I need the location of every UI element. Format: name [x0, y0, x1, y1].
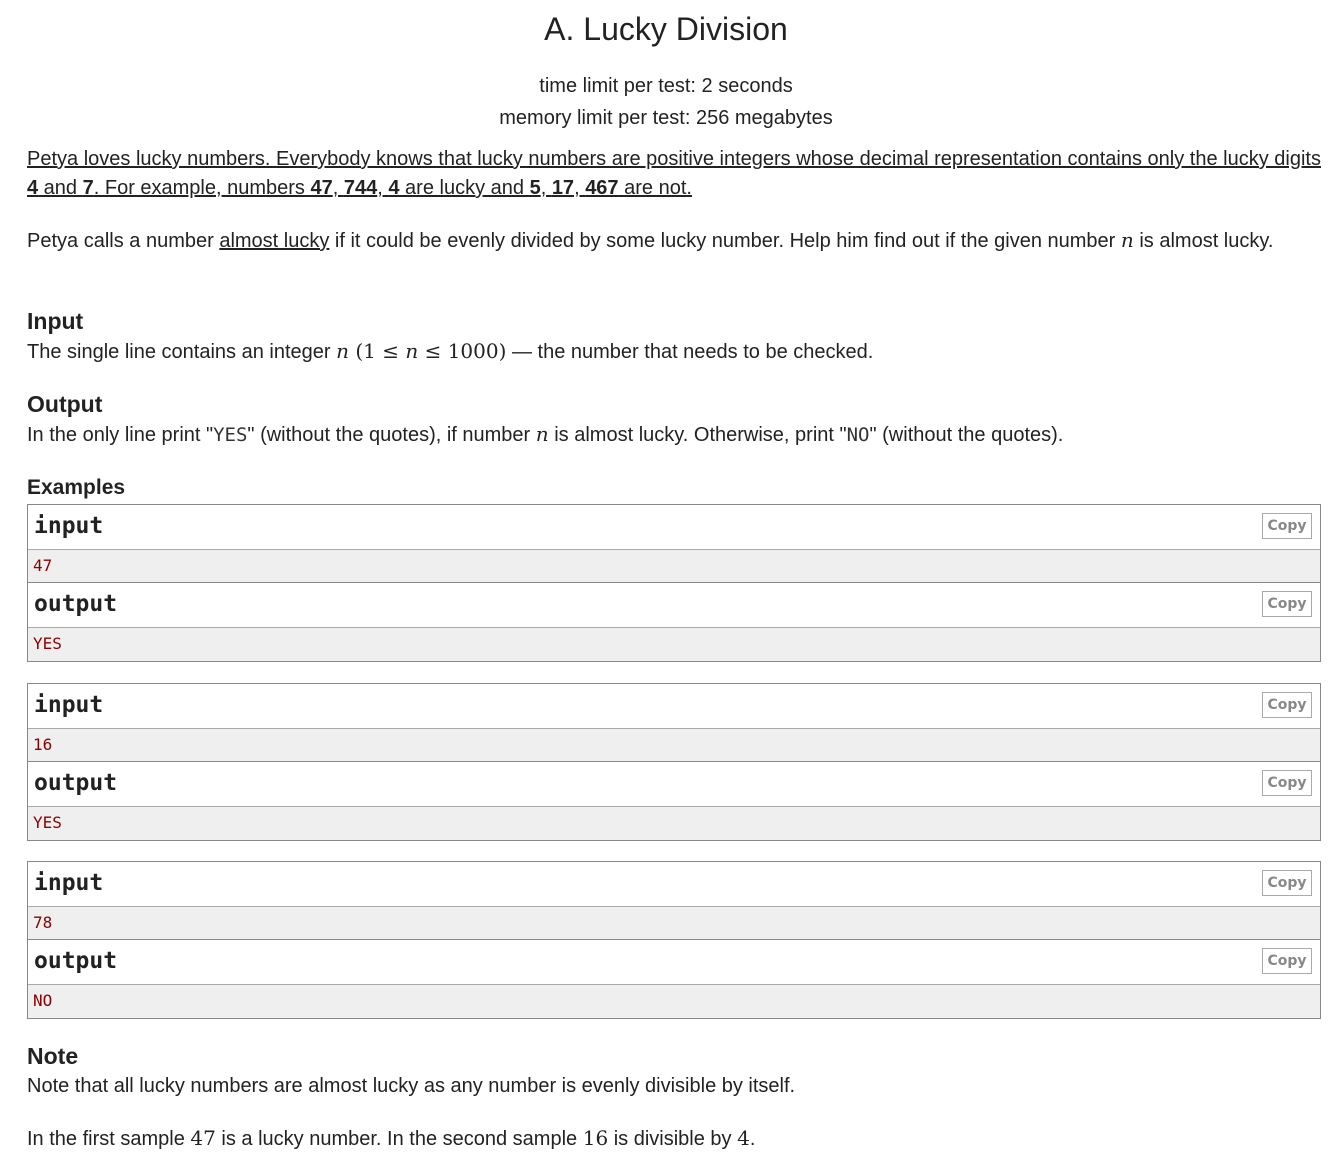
- copy-output-button[interactable]: Copy: [1262, 770, 1312, 796]
- output-section: Output In the only line print "YES" (without the quotes), if number n is almost lucky. Otherwise, print "NO" (without the quotes).: [27, 390, 1322, 450]
- output-heading: Output: [27, 391, 103, 417]
- output-label: output: [34, 948, 118, 974]
- example-input-value: 47: [28, 550, 1320, 583]
- problem-title: A. Lucky Division: [544, 11, 788, 47]
- input-label: input: [34, 870, 104, 896]
- example-2: [27, 683, 1321, 841]
- input-label: input: [34, 513, 104, 539]
- example-3: [27, 861, 1321, 1019]
- statement-paragraph-2: Petya calls a number almost lucky if it could be evenly divided by some lucky number. Help him find out if the given number n is almost lucky.: [27, 228, 1274, 252]
- copy-input-button[interactable]: Copy: [1262, 513, 1312, 539]
- example-input-value: 16: [28, 729, 1320, 762]
- copy-input-button[interactable]: Copy: [1262, 870, 1312, 896]
- example-1: [27, 504, 1321, 662]
- output-label: output: [34, 770, 118, 796]
- example-output-value: YES: [28, 807, 1320, 840]
- note-section: [27, 1042, 1322, 1101]
- example-input-header: [28, 505, 1320, 550]
- copy-output-button[interactable]: Copy: [1262, 948, 1312, 974]
- examples-heading: Examples: [27, 476, 126, 499]
- input-heading: Input: [27, 308, 84, 334]
- problem-header: [0, 0, 1332, 134]
- example-output-value: NO: [28, 985, 1320, 1018]
- note-paragraph-2: In the first sample 47 is a lucky number. In the second sample 16 is divisible by 4.: [27, 1126, 756, 1150]
- example-input-header: [28, 684, 1320, 729]
- input-label: input: [34, 692, 104, 718]
- note-heading: Note: [27, 1043, 79, 1069]
- example-output-header: [28, 762, 1320, 807]
- example-input-value: 78: [28, 907, 1320, 940]
- output-label: output: [34, 591, 118, 617]
- example-output-header: [28, 940, 1320, 985]
- example-input-header: [28, 862, 1320, 907]
- time-limit: time limit per test: 2 seconds: [539, 75, 793, 97]
- input-section: Input The single line contains an integer n (1 ≤ n ≤ 1000) — the number that needs to be checked.: [27, 307, 1322, 367]
- statement-paragraph-1: Petya loves lucky numbers. Everybody knows that lucky numbers are positive integers whose decimal representation contains only the lucky digits 4 and 7. For example, numbers 47, 744, 4 are lucky and 5, 17, 467 are not.: [27, 148, 1321, 199]
- copy-input-button[interactable]: Copy: [1262, 692, 1312, 718]
- example-output-value: YES: [28, 628, 1320, 661]
- copy-output-button[interactable]: Copy: [1262, 591, 1312, 617]
- note-paragraph-1: Note that all lucky numbers are almost lucky as any number is evenly divisible by itself.: [27, 1075, 796, 1097]
- example-output-header: [28, 583, 1320, 628]
- memory-limit: memory limit per test: 256 megabytes: [499, 107, 833, 129]
